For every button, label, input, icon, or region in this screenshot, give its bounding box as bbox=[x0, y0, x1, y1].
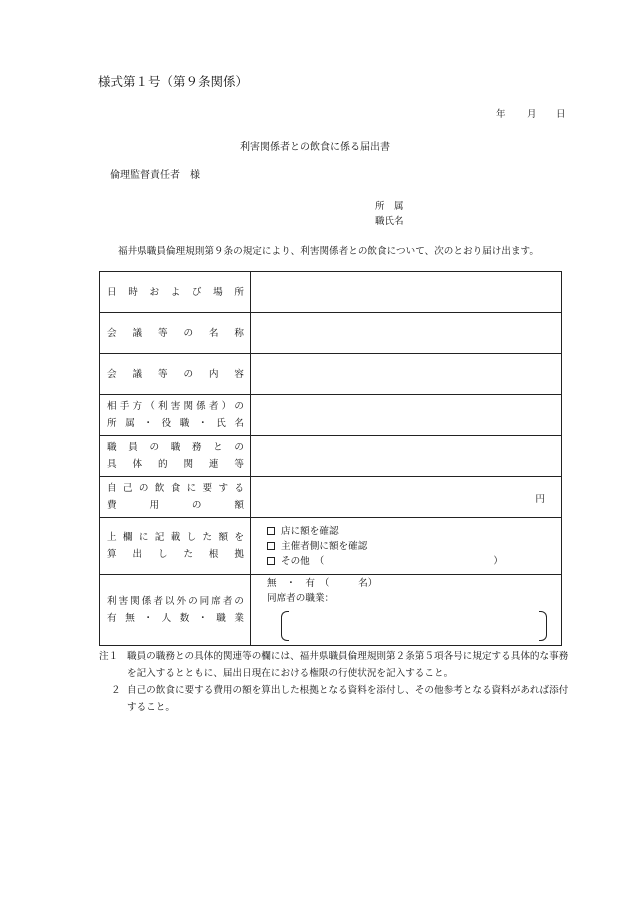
calc-basis-options bbox=[251, 518, 562, 575]
form-row-other-attendees bbox=[100, 575, 562, 646]
option-organizer-confirmed[interactable]: 主催者側に額を確認 bbox=[251, 539, 561, 554]
date-year-label: 年 bbox=[496, 109, 506, 120]
checkbox[interactable] bbox=[267, 542, 275, 550]
note-text: 自己の飲食に要する費用の額を算出した根拠となる資料を添付し、その他参考となる資料があれば添付すること。 bbox=[127, 685, 569, 713]
form-row-counterparty bbox=[100, 395, 562, 436]
row-label: 職員の職務との bbox=[107, 442, 244, 453]
form-row-datetime-place bbox=[100, 272, 562, 313]
meeting-name-field[interactable] bbox=[251, 313, 562, 354]
notes-section bbox=[99, 648, 569, 716]
row-label: 所属・役職・氏名 bbox=[107, 418, 244, 429]
form-row-duty-relation bbox=[100, 436, 562, 477]
form-row-expense bbox=[100, 477, 562, 518]
note-prefix: 注１ bbox=[99, 651, 119, 662]
counterparty-field[interactable] bbox=[251, 395, 562, 436]
bracket-left bbox=[281, 611, 289, 641]
duty-relation-field[interactable] bbox=[251, 436, 562, 477]
intro-text: 福井県職員倫理規則第９条の規定により、利害関係者との飲食について、次のとおり届け出ます。 bbox=[118, 246, 539, 257]
yen-unit: 円 bbox=[535, 494, 545, 505]
form-number: 様式第１号（第９条関係） bbox=[98, 74, 249, 89]
form-row-meeting-content bbox=[100, 354, 562, 395]
option-store-confirmed[interactable]: 店に額を確認 bbox=[251, 524, 561, 539]
row-label: 費用の額 bbox=[107, 500, 244, 511]
form-row-meeting-name bbox=[100, 313, 562, 354]
checkbox[interactable] bbox=[267, 527, 275, 535]
attendee-presence[interactable]: 無 ・ 有 （ 名） bbox=[267, 578, 378, 589]
other-close-paren: ） bbox=[493, 555, 503, 567]
checkbox[interactable] bbox=[267, 557, 275, 565]
row-label: 利害関係者以外の同席者の bbox=[107, 596, 244, 607]
note-item bbox=[99, 682, 569, 716]
other-attendees-field bbox=[251, 575, 562, 646]
form-row-calc-basis bbox=[100, 518, 562, 575]
row-label: 有無・人数・職業 bbox=[107, 613, 244, 624]
row-label: 自己の飲食に要する bbox=[107, 483, 244, 494]
bracket-right bbox=[539, 611, 547, 641]
option-other[interactable]: その他 （ ） bbox=[251, 554, 561, 569]
row-label: 会議等の内容 bbox=[107, 368, 244, 380]
date-day-label: 日 bbox=[556, 109, 566, 120]
row-label: 上欄に記載した額を bbox=[107, 532, 244, 543]
note-item bbox=[99, 648, 569, 682]
note-prefix: ２ bbox=[111, 685, 121, 696]
row-label: 会議等の名称 bbox=[107, 327, 244, 339]
row-label: 具体的関連等 bbox=[107, 459, 244, 470]
attendee-occupation-label: 同席者の職業： bbox=[267, 593, 335, 604]
document-title: 利害関係者との飲食に係る届出書 bbox=[240, 142, 390, 153]
note-text: 職員の職務との具体的関連等の欄には、福井県職員倫理規則第２条第５項各号に規定する具体的な事務を記入するとともに、届出日現在における権限の行使状況を記入すること。 bbox=[127, 651, 569, 679]
meeting-content-field[interactable] bbox=[251, 354, 562, 395]
affiliation-label: 所 属 bbox=[375, 201, 404, 212]
row-label: 算出した根拠 bbox=[107, 549, 244, 560]
title-name-label: 職氏名 bbox=[375, 216, 404, 227]
report-form-table bbox=[99, 271, 562, 646]
datetime-place-field[interactable] bbox=[251, 272, 562, 313]
addressee: 倫理監督責任者 様 bbox=[110, 170, 200, 181]
expense-field[interactable] bbox=[251, 477, 562, 518]
date-month-label: 月 bbox=[527, 109, 537, 120]
row-label: 日時および場所 bbox=[107, 286, 244, 298]
row-label: 相手方（利害関係者）の bbox=[107, 401, 244, 412]
